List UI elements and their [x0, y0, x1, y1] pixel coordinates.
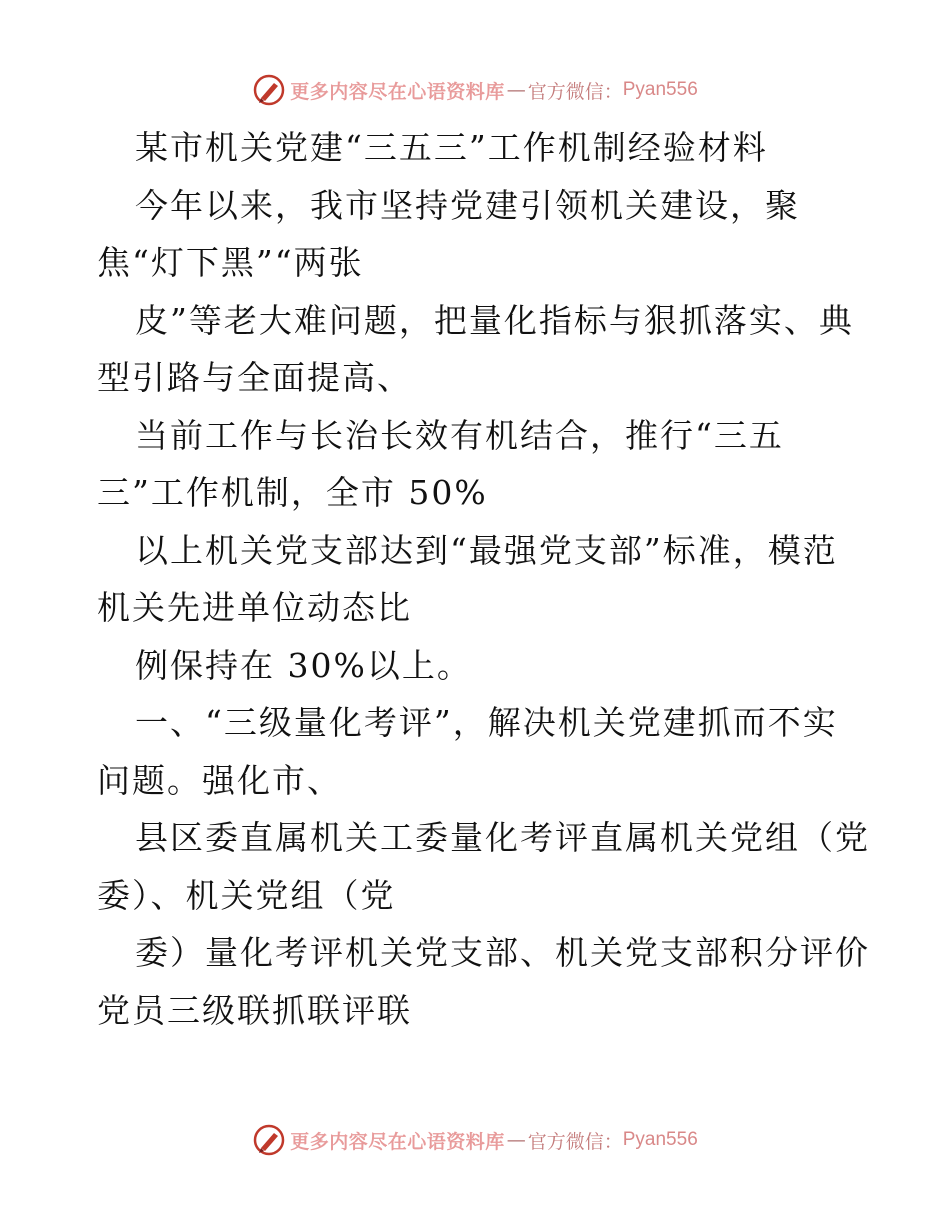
paragraph-line: 以上机关党支部达到“最强党支部”标准，模范	[135, 531, 838, 570]
watermark-promo-text: 更多内容尽在心语资料库	[290, 80, 505, 103]
paragraph-line: 党员三级联抓联评联	[97, 991, 412, 1030]
paragraph-line: 机关先进单位动态比	[97, 588, 412, 627]
paragraph-line: 县区委直属机关工委量化考评直属机关党组（党	[135, 818, 870, 857]
watermark-banner-bottom	[0, 1120, 950, 1160]
section-heading-line: 一、“三级量化考评”，解决机关党建抓而不实	[135, 703, 838, 742]
watermark-dash: —	[506, 79, 526, 101]
watermark-wechat-id: Pyan556	[622, 1129, 698, 1150]
watermark-promo-text: 更多内容尽在心语资料库	[290, 1130, 505, 1153]
watermark-banner-top	[0, 70, 950, 110]
pen-logo-icon	[252, 1123, 286, 1157]
watermark-wechat-id: Pyan556	[622, 79, 698, 100]
paragraph-line: 例保持在 30%以上。	[135, 646, 472, 685]
paragraph-line: 委）量化考评机关党支部、机关党支部积分评价	[135, 933, 870, 972]
paragraph-line: 焦“灯下黑”“两张	[97, 243, 364, 282]
paragraph-line: 委）、机关党组（党	[97, 876, 396, 915]
pen-logo-icon	[252, 73, 286, 107]
watermark-dash: —	[506, 1129, 526, 1151]
paragraph-line: 问题。强化市、	[97, 761, 342, 800]
paragraph-line: 三”工作机制，全市 50%	[97, 473, 488, 512]
document-title: 某市机关党建“三五三”工作机制经验材料	[135, 128, 768, 167]
paragraph-line: 型引路与全面提高、	[97, 358, 412, 397]
paragraph-line: 当前工作与长治长效有机结合，推行“三五	[135, 416, 784, 455]
paragraph-line: 皮”等老大难问题，把量化指标与狠抓落实、典	[135, 301, 854, 340]
watermark-wechat-label: 官方微信：	[527, 1130, 623, 1153]
watermark-wechat-label: 官方微信：	[527, 80, 623, 103]
paragraph-line: 今年以来，我市坚持党建引领机关建设，聚	[135, 186, 800, 225]
